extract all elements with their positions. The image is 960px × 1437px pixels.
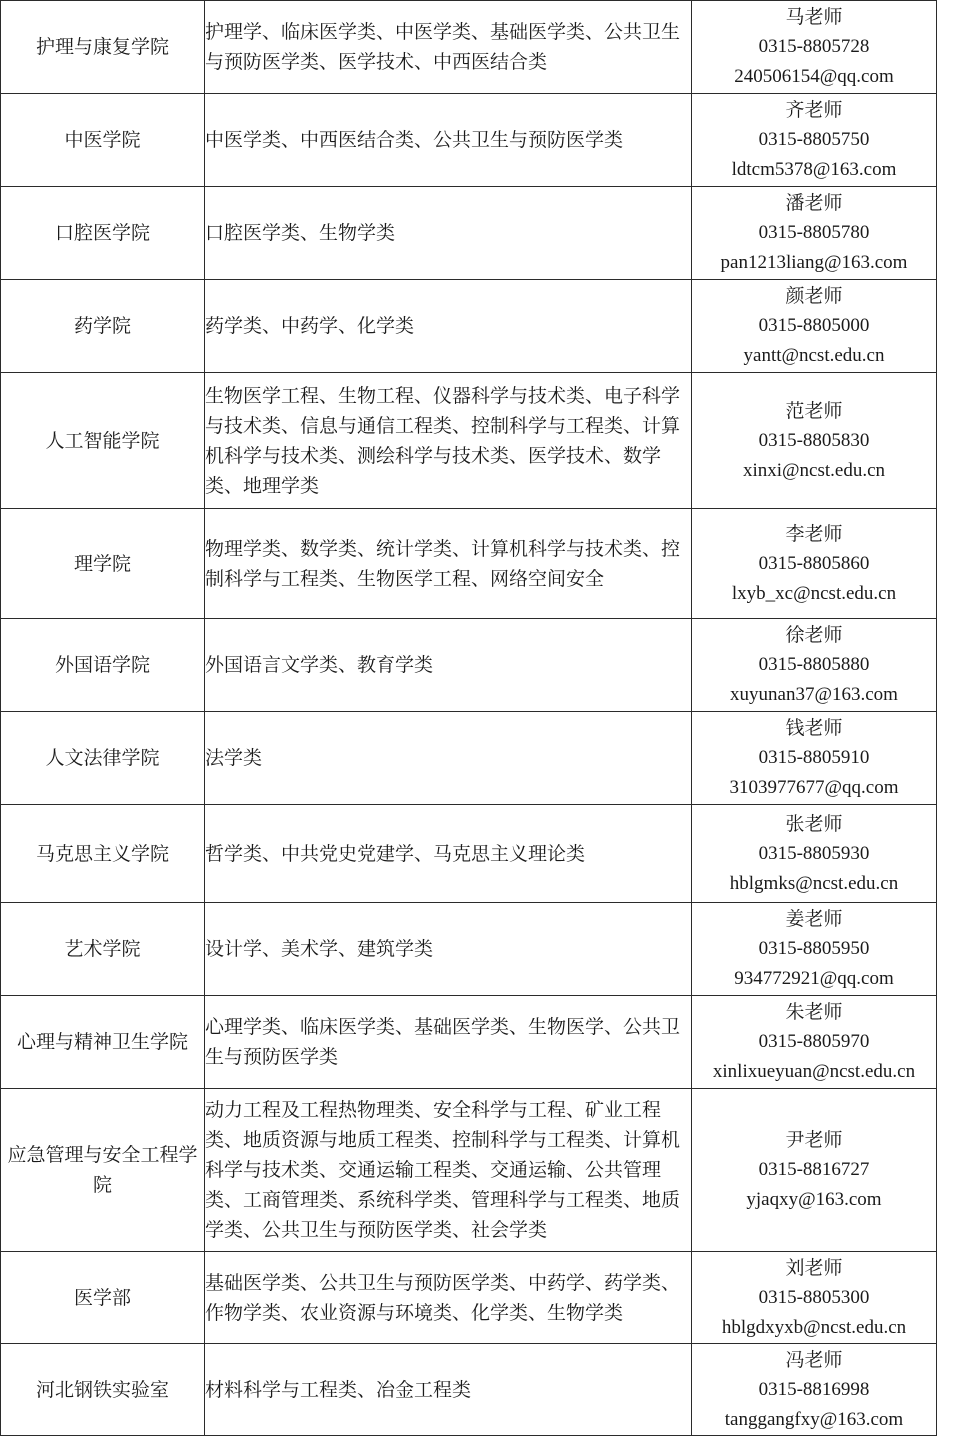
email-address: xuyunan37@163.com — [730, 684, 898, 705]
email-address: ldtcm5378@163.com — [731, 159, 897, 180]
contact-info — [692, 509, 937, 619]
contact-info — [692, 1344, 937, 1436]
email-address: lxyb_xc@ncst.edu.cn — [731, 582, 897, 604]
college-name: 药学院 — [1, 280, 205, 373]
table-row — [1, 1089, 937, 1252]
phone-number: 0315-8805728 — [758, 36, 870, 57]
college-name: 中医学院 — [1, 94, 205, 187]
college-name: 人工智能学院 — [1, 373, 205, 509]
email-address: xinxi@ncst.edu.cn — [742, 459, 886, 481]
major-list: 材料科学与工程类、冶金工程类 — [205, 1344, 692, 1436]
major-list: 口腔医学类、生物学类 — [205, 187, 692, 280]
major-list: 药学类、中药学、化学类 — [205, 280, 692, 373]
table-row — [1, 996, 937, 1089]
teacher-name: 潘老师 — [785, 192, 843, 214]
contact-info — [692, 1252, 937, 1344]
major-list: 哲学类、中共党史党建学、马克思主义理论类 — [205, 805, 692, 903]
major-list: 物理学类、数学类、统计学类、计算机科学与技术类、控制科学与工程类、生物医学工程、网络空间安全 — [205, 509, 692, 619]
major-list: 生物医学工程、生物工程、仪器科学与技术类、电子科学与技术类、信息与通信工程类、控制科学与工程类、计算机科学与技术类、测绘科学与技术类、医学技术、数学类、地理学类 — [205, 373, 692, 509]
major-list: 动力工程及工程热物理类、安全科学与工程、矿业工程类、地质资源与地质工程类、控制科学与工程类、计算机科学与技术类、交通运输工程类、交通运输、公共管理类、工商管理类、系统科学类、管理科学与工程类、地质学类、公共卫生与预防医学类、社会学类 — [205, 1089, 692, 1252]
table-row — [1, 187, 937, 280]
contact-info — [692, 805, 937, 903]
table-row — [1, 280, 937, 373]
teacher-name: 刘老师 — [785, 1256, 843, 1279]
phone-number: 0315-8805830 — [758, 429, 870, 451]
email-address: tanggangfxy@163.com — [724, 1408, 904, 1430]
email-address: yantt@ncst.edu.cn — [743, 345, 885, 366]
college-name: 艺术学院 — [1, 903, 205, 996]
college-name: 心理与精神卫生学院 — [1, 996, 205, 1089]
college-name: 护理与康复学院 — [1, 1, 205, 94]
teacher-name: 徐老师 — [785, 624, 843, 646]
college-name: 马克思主义学院 — [1, 805, 205, 903]
teacher-name: 颜老师 — [785, 285, 843, 307]
phone-number: 0315-8805000 — [758, 315, 870, 336]
contact-info — [692, 280, 937, 373]
contact-info — [692, 1, 937, 94]
teacher-name: 钱老师 — [785, 717, 843, 739]
major-list: 设计学、美术学、建筑学类 — [205, 903, 692, 996]
table-row — [1, 903, 937, 996]
table-row — [1, 619, 937, 712]
phone-number: 0315-8805750 — [758, 129, 870, 150]
college-name: 河北钢铁实验室 — [1, 1344, 205, 1436]
phone-number: 0315-8805910 — [758, 747, 870, 768]
phone-number: 0315-8816998 — [758, 1378, 870, 1400]
college-name: 理学院 — [1, 509, 205, 619]
college-name: 口腔医学院 — [1, 187, 205, 280]
major-list: 外国语言文学类、教育学类 — [205, 619, 692, 712]
table-row — [1, 712, 937, 805]
contact-info — [692, 373, 937, 509]
major-list: 心理学类、临床医学类、基础医学类、生物医学、公共卫生与预防医学类 — [205, 996, 692, 1089]
phone-number: 0315-8805880 — [758, 654, 870, 675]
major-list: 中医学类、中西医结合类、公共卫生与预防医学类 — [205, 94, 692, 187]
phone-number: 0315-8805300 — [758, 1286, 870, 1308]
email-address: hblgdxyxb@ncst.edu.cn — [721, 1316, 907, 1338]
phone-number: 0315-8805780 — [758, 222, 870, 243]
college-name: 外国语学院 — [1, 619, 205, 712]
college-name: 医学部 — [1, 1252, 205, 1344]
table-row — [1, 373, 937, 509]
email-address: hblgmks@ncst.edu.cn — [729, 872, 899, 894]
table-row — [1, 1252, 937, 1344]
contact-info — [692, 187, 937, 280]
table-row — [1, 1344, 937, 1436]
email-address: yjaqxy@163.com — [746, 1189, 882, 1210]
phone-number: 0315-8805860 — [758, 552, 870, 574]
email-address: 934772921@qq.com — [734, 968, 894, 989]
teacher-name: 马老师 — [785, 6, 843, 28]
teacher-name: 范老师 — [785, 399, 843, 422]
teacher-name: 李老师 — [785, 522, 843, 545]
teacher-name: 张老师 — [785, 812, 843, 835]
major-list: 法学类 — [205, 712, 692, 805]
email-address: 240506154@qq.com — [734, 66, 894, 87]
teacher-name: 齐老师 — [785, 99, 843, 121]
contact-info — [692, 1089, 937, 1252]
major-list: 护理学、临床医学类、中医学类、基础医学类、公共卫生与预防医学类、医学技术、中西医结合类 — [205, 1, 692, 94]
teacher-name: 尹老师 — [785, 1129, 843, 1151]
phone-number: 0315-8816727 — [758, 1159, 870, 1180]
table-row — [1, 1, 937, 94]
phone-number: 0315-8805970 — [758, 1031, 870, 1052]
major-list: 基础医学类、公共卫生与预防医学类、中药学、药学类、作物学类、农业资源与环境类、化学类、生物学类 — [205, 1252, 692, 1344]
teacher-name: 姜老师 — [785, 908, 843, 930]
email-address: xinlixueyuan@ncst.edu.cn — [712, 1061, 916, 1082]
email-address: 3103977677@qq.com — [729, 777, 899, 798]
contact-info — [692, 712, 937, 805]
table-row — [1, 509, 937, 619]
phone-number: 0315-8805950 — [758, 938, 870, 959]
contact-info — [692, 619, 937, 712]
college-name: 应急管理与安全工程学院 — [1, 1089, 205, 1252]
table-row — [1, 94, 937, 187]
phone-number: 0315-8805930 — [758, 842, 870, 864]
table-row — [1, 805, 937, 903]
teacher-name: 冯老师 — [785, 1348, 843, 1371]
college-name: 人文法律学院 — [1, 712, 205, 805]
contact-info — [692, 903, 937, 996]
contact-info — [692, 996, 937, 1089]
email-address: pan1213liang@163.com — [720, 252, 908, 273]
contact-info — [692, 94, 937, 187]
teacher-name: 朱老师 — [785, 1001, 843, 1023]
